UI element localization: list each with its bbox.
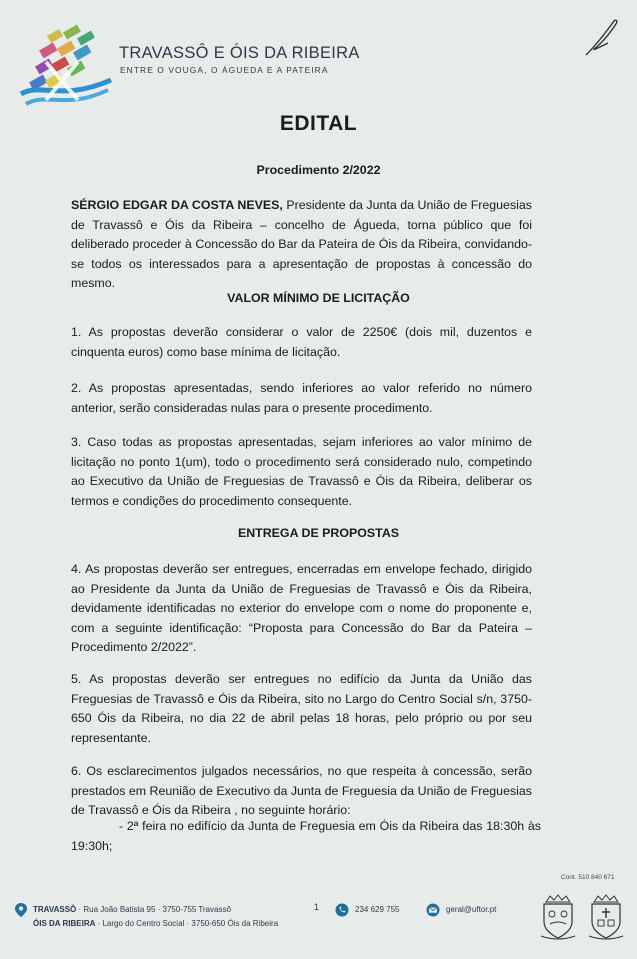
address-travasso: [33, 905, 231, 914]
paragraph-5: 5. As propostas deverão ser entregues no edifício da Junta da União das Freguesias de Travassô e Óis da Ribeira, sito no Largo do Centro Social s/n, 3750-650 Óis da Ribeira, no dia 22 de abril pelas 18 horas, pelo próprio ou por seu representante.: [71, 672, 532, 745]
document-title: EDITAL: [279, 112, 358, 135]
footer: [0, 892, 637, 952]
address-travasso-place: TRAVASSÔ: [33, 905, 77, 914]
phone-icon: [335, 903, 349, 917]
location-pin-icon: [15, 903, 27, 917]
email-icon: [425, 903, 441, 917]
paragraph-6-item: [71, 817, 541, 856]
page-number: 1: [314, 902, 320, 912]
org-name: TRAVASSÔ E ÓIS DA RIBEIRA: [119, 44, 360, 62]
president-name: SÉRGIO EDGAR DA COSTA NEVES,: [71, 198, 283, 212]
address-ois: [33, 919, 278, 928]
paragraph-6: 6. Os esclarecimentos julgados necessários, no que respeita à concessão, serão prestados em Reunião de Executivo da Junta de Freguesia da União de Freguesias de Travassô e Óis da Ribeira , no seguinte horário:: [71, 764, 532, 817]
paragraph-3: 3. Caso todas as propostas apresentadas, sejam inferiores ao valor mínimo de licitação no ponto 1(um), todo o procedimento será considerado nulo, competindo ao Executivo da União de Freguesias de Travassô e Óis da Ribeira, deliberar os termos e condições do procedimento consequente.: [71, 435, 532, 508]
schedule-item: - 2ª feira no edifício da Junta de Freguesia em Óis da Ribeira das 18:30h às 19:30h;: [71, 819, 541, 853]
document-subtitle: Procedimento 2/2022: [256, 163, 381, 177]
paragraph-1: 1. As propostas deverão considerar o valor de 2250€ (dois mil, duzentos e cinquenta euros) como base mínima de licitação.: [71, 325, 532, 359]
section-heading-valor: VALOR MÍNIMO DE LICITAÇÃO: [227, 291, 410, 305]
intro-paragraph: [71, 196, 532, 294]
intro-text: Presidente da Junta da União de Freguesias de Travassô e Óis da Ribeira – concelho de Águeda, torna público que foi deliberado proceder à Concessão do Bar da Pateira de Óis da Ribeira, convidando-se todos os interessados para a apresentação de propostas à concessão do mesmo.: [71, 198, 532, 290]
contribuinte-number: Cont. 510 840 671: [561, 874, 615, 881]
paragraph-2: 2. As propostas apresentadas, sendo inferiores ao valor referido no número anterior, serão consideradas nulas para o presente procedimento.: [71, 381, 532, 415]
address-ois-text: · Largo do Centro Social · 3750-650 Óis da Ribeira: [95, 919, 279, 928]
address-travasso-text: · Rua João Batista 95 · 3750-755 Travassô: [76, 905, 232, 914]
address-ois-place: ÓIS DA RIBEIRA: [33, 919, 96, 928]
crest-ois-icon: [586, 892, 626, 942]
section-heading-entrega: ENTREGA DE PROPOSTAS: [237, 526, 400, 540]
crest-travasso-icon: [538, 892, 578, 942]
paragraph-4: 4. As propostas deverão ser entregues, encerradas em envelope fechado, dirigido ao Presidente da Junta da União de Freguesias de Travassô e Óis da Ribeira, devidamente identificadas no exterior do envelope com o nome do proponente e, com a seguinte identificação: “Proposta para Concessão do Bar da Pateira – Procedimento 2/2022”.: [71, 562, 532, 654]
email-link[interactable]: geral@uftor.pt: [446, 905, 497, 914]
parish-logo-icon: [16, 22, 116, 112]
phone-number[interactable]: 234 629 755: [355, 905, 400, 914]
org-tagline: ENTRE O VOUGA, O ÁGUEDA E A PATEIRA: [120, 65, 329, 75]
signature-icon: [582, 15, 622, 59]
